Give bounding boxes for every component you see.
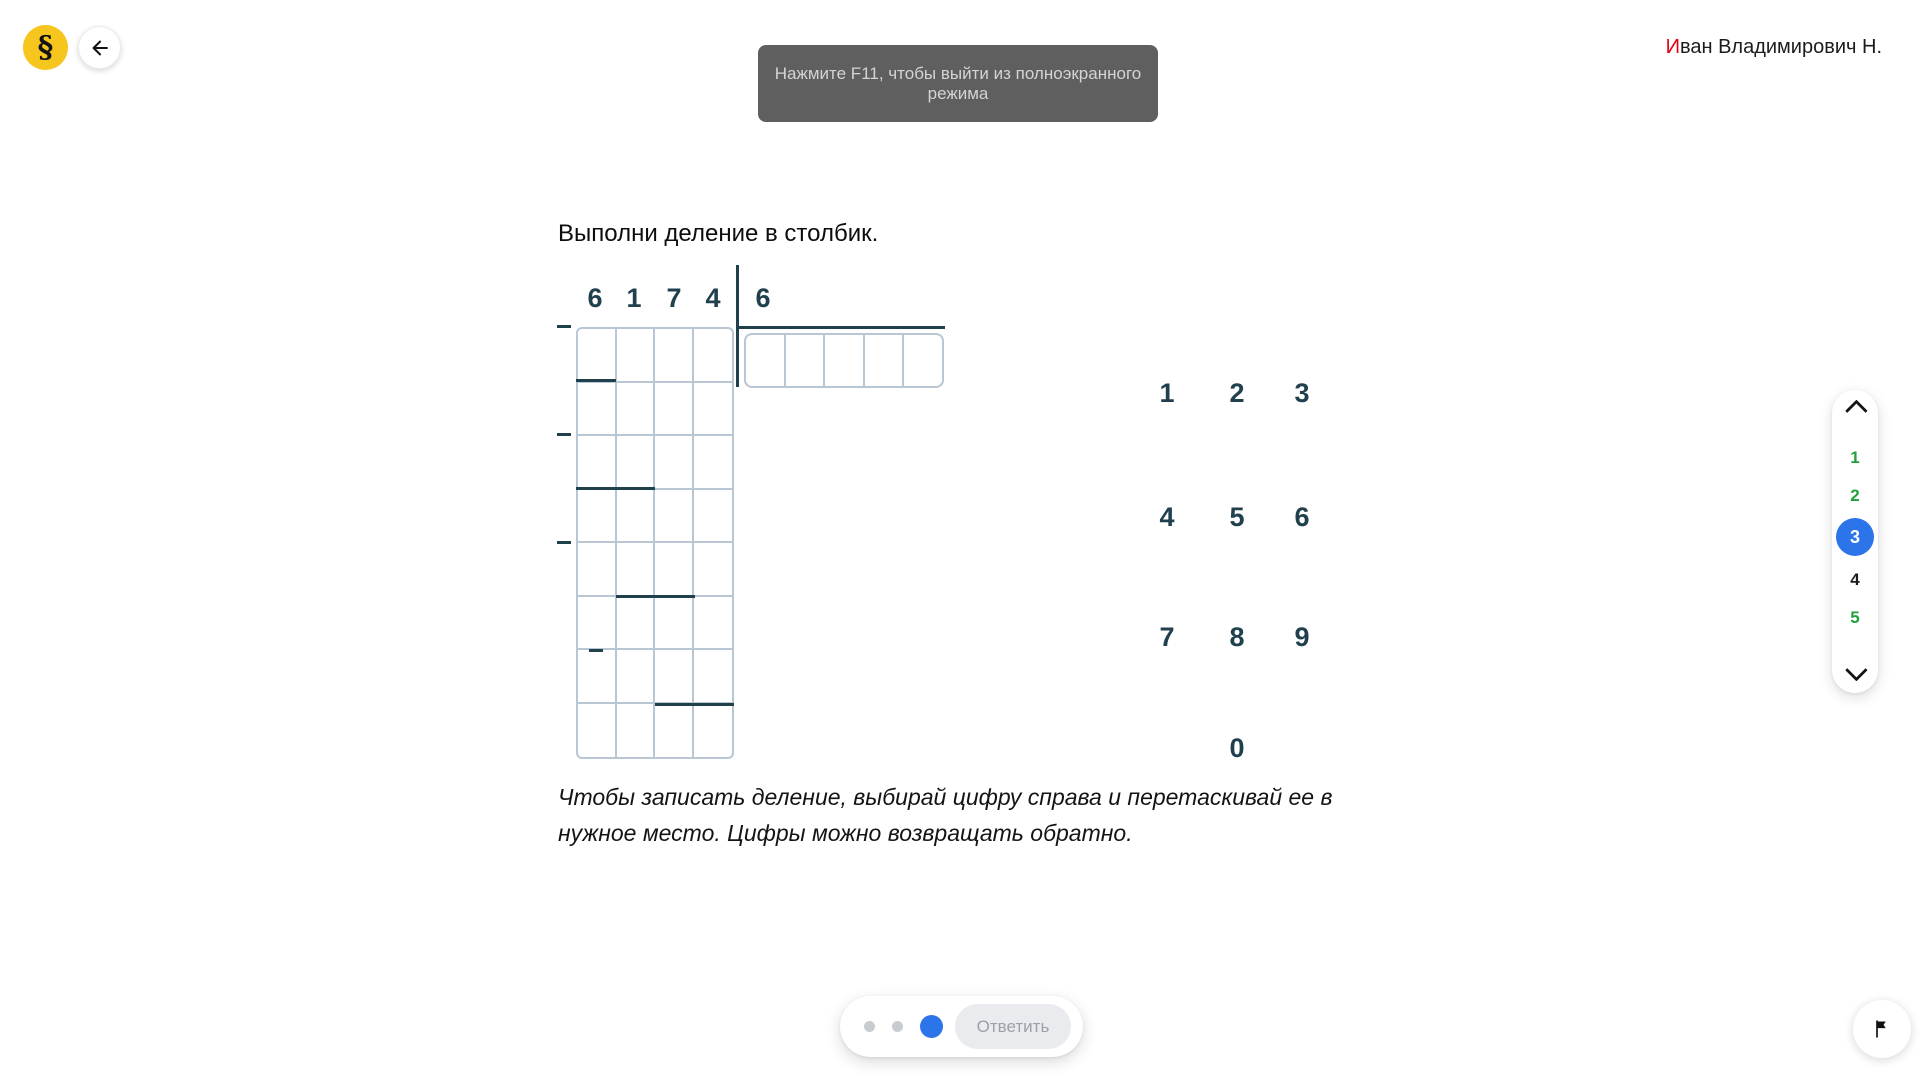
progress-dot [892,1021,903,1032]
grid-cell[interactable] [578,436,617,490]
minus-sign [557,433,571,436]
question-nav-item-4[interactable]: 4 [1850,570,1860,589]
fullscreen-tooltip: Нажмите F11, чтобы выйти из полноэкранного режима [758,45,1158,122]
numpad-digit-3[interactable]: 3 [1294,378,1310,408]
report-flag-button[interactable] [1853,1000,1911,1058]
dividend-digit-3: 7 [666,283,682,313]
answer-bar [840,996,1083,1057]
numpad-digit-2[interactable]: 2 [1229,378,1245,408]
grid-cell[interactable] [694,704,733,758]
grid-cell[interactable] [655,329,694,383]
numpad-digit-7[interactable]: 7 [1159,622,1175,652]
question-nav-item-3[interactable]: 3 [1836,518,1874,556]
grid-cell[interactable] [694,436,733,490]
grid-cell[interactable] [617,329,656,383]
quotient-line [736,326,945,329]
question-nav-item-1[interactable]: 1 [1850,448,1860,467]
task-title: Выполни деление в столбик. [558,220,879,247]
quotient-cell[interactable] [786,335,826,386]
grid-cell[interactable] [578,543,617,597]
paragraph-logo-icon: § [37,29,54,65]
grid-cell[interactable] [578,490,617,544]
numpad-digit-0[interactable]: 0 [1229,733,1245,763]
grid-cell[interactable] [655,383,694,437]
divisor-digit: 6 [755,283,771,313]
grid-cell[interactable] [578,597,617,651]
quotient-cell[interactable] [865,335,905,386]
progress-dot [864,1021,875,1032]
back-button[interactable] [78,26,121,69]
flag-icon [1872,1019,1892,1039]
grid-cell[interactable] [617,543,656,597]
task-instruction: Чтобы записать деление, выбирай цифру справа и перетаскивай ее в нужное место. Цифры можно возвращать обратно. [558,784,1333,846]
work-grid [576,327,734,759]
chevron-up-icon [1845,400,1868,423]
grid-cell[interactable] [617,490,656,544]
progress-dot-active [920,1015,943,1038]
grid-cell[interactable] [655,436,694,490]
subtraction-underline [616,595,695,598]
grid-cell[interactable] [655,704,694,758]
question-nav [1832,390,1878,693]
minus-sign [589,649,603,652]
grid-cell[interactable] [655,490,694,544]
grid-cell[interactable] [694,597,733,651]
grid-cell[interactable] [617,436,656,490]
app-logo[interactable] [23,25,68,70]
quotient-cell[interactable] [746,335,786,386]
grid-cell[interactable] [578,329,617,383]
user-name [1666,36,1882,59]
numpad-digit-8[interactable]: 8 [1229,622,1245,652]
grid-cell[interactable] [694,490,733,544]
grid-cell[interactable] [578,704,617,758]
grid-cell[interactable] [617,597,656,651]
dividend-digit-1: 6 [587,283,603,313]
grid-cell[interactable] [617,650,656,704]
quotient-cell[interactable] [904,335,942,386]
minus-sign [557,541,571,544]
dividend-digit-2: 1 [626,283,642,313]
back-arrow-icon [89,37,111,59]
grid-cell[interactable] [617,383,656,437]
subtraction-underline [655,703,734,706]
grid-cell[interactable] [578,383,617,437]
answer-button[interactable]: Ответить [955,1004,1071,1049]
question-nav-item-5[interactable]: 5 [1850,608,1860,627]
nav-up-button[interactable] [1832,397,1878,419]
user-name-rest: ван Владимирович Н. [1679,36,1882,58]
quotient-cell[interactable] [825,335,865,386]
numpad-digit-6[interactable]: 6 [1294,502,1310,532]
minus-sign [557,325,571,328]
grid-cell[interactable] [694,329,733,383]
grid-cell[interactable] [694,543,733,597]
progress-dots [864,1015,943,1038]
grid-cell[interactable] [694,650,733,704]
subtraction-underline [576,379,616,382]
dividend-digit-4: 4 [705,283,721,313]
grid-cell[interactable] [655,543,694,597]
grid-cell[interactable] [617,704,656,758]
grid-cell[interactable] [655,597,694,651]
user-name-initial: И [1665,36,1680,58]
numpad-digit-1[interactable]: 1 [1159,378,1175,408]
numpad-digit-9[interactable]: 9 [1294,622,1310,652]
quotient-box [744,333,944,388]
numpad-digit-4[interactable]: 4 [1159,502,1175,532]
subtraction-underline [576,487,655,490]
chevron-down-icon [1845,659,1868,682]
grid-cell[interactable] [655,650,694,704]
nav-down-button[interactable] [1832,662,1878,684]
question-nav-item-2[interactable]: 2 [1850,486,1860,505]
grid-cell[interactable] [578,650,617,704]
grid-cell[interactable] [694,383,733,437]
numpad-digit-5[interactable]: 5 [1229,502,1245,532]
